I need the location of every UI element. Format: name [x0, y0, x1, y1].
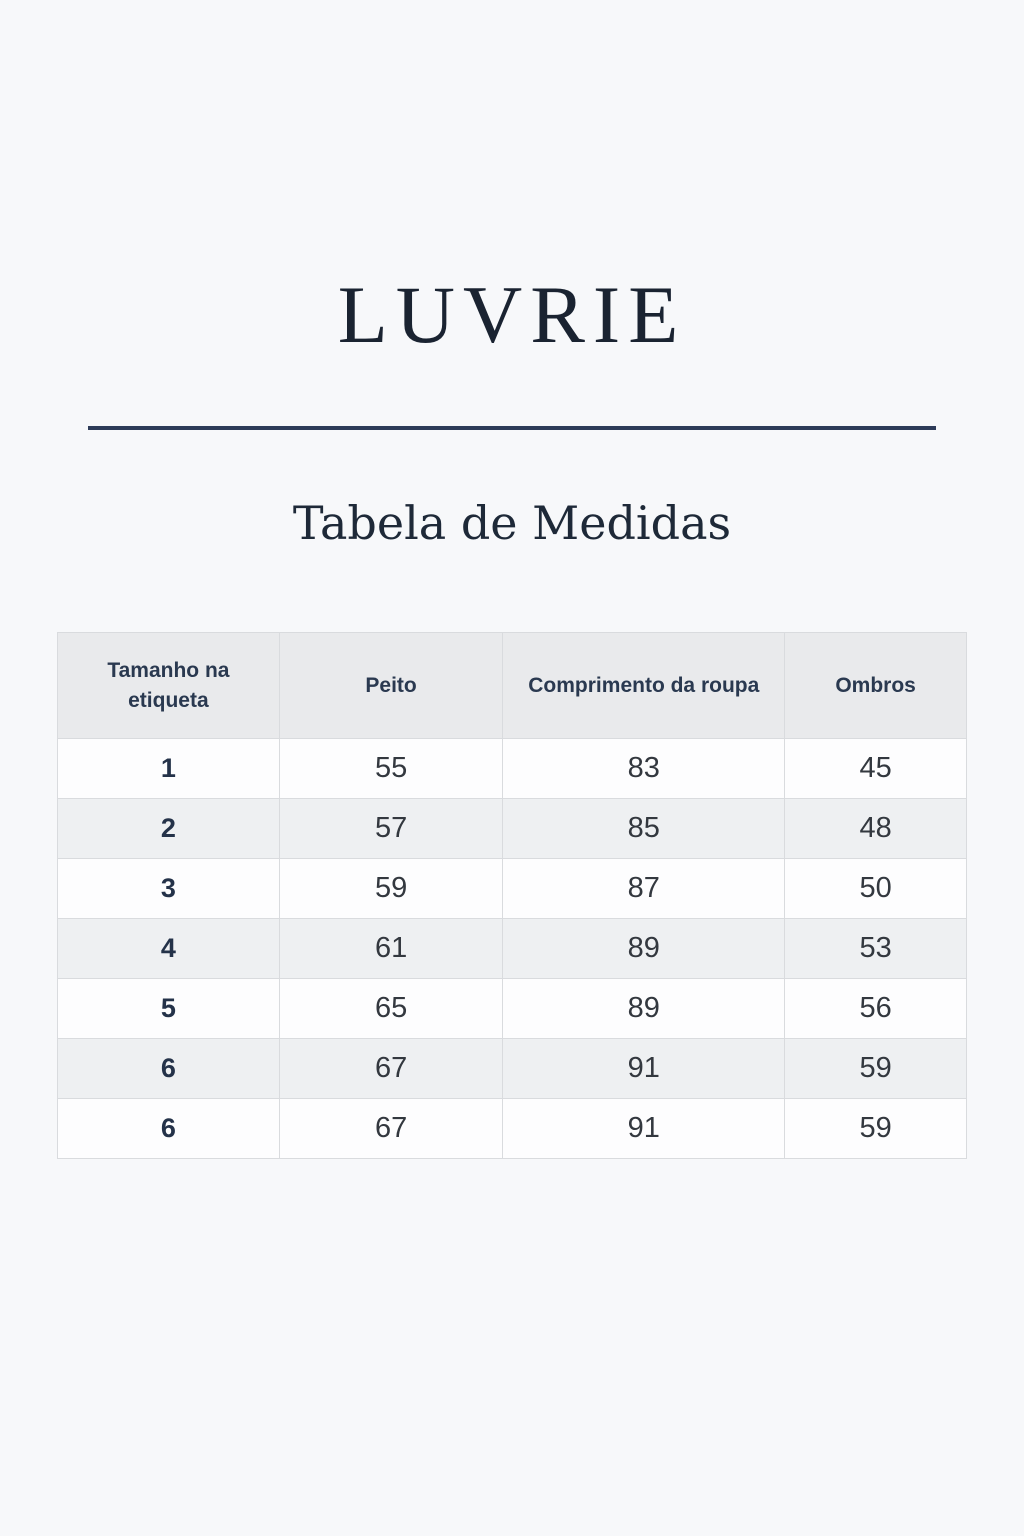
table-cell: 5 [58, 979, 280, 1039]
table-cell: 61 [279, 919, 503, 979]
table-cell: 59 [785, 1039, 967, 1099]
column-header: Ombros [785, 633, 967, 739]
table-cell: 45 [785, 739, 967, 799]
table-row [58, 799, 967, 859]
column-header: Comprimento da roupa [503, 633, 785, 739]
table-row [58, 739, 967, 799]
table-cell: 1 [58, 739, 280, 799]
table-cell: 57 [279, 799, 503, 859]
table-cell: 3 [58, 859, 280, 919]
table-cell: 91 [503, 1099, 785, 1159]
table-cell: 83 [503, 739, 785, 799]
table-row [58, 1039, 967, 1099]
table-row [58, 1099, 967, 1159]
table-cell: 91 [503, 1039, 785, 1099]
table-cell: 89 [503, 919, 785, 979]
column-header: Peito [279, 633, 503, 739]
table-cell: 67 [279, 1099, 503, 1159]
table-cell: 59 [785, 1099, 967, 1159]
table-row [58, 859, 967, 919]
table-cell: 59 [279, 859, 503, 919]
table-cell: 53 [785, 919, 967, 979]
table-cell: 87 [503, 859, 785, 919]
table-cell: 55 [279, 739, 503, 799]
size-table [57, 632, 967, 1159]
table-cell: 6 [58, 1099, 280, 1159]
table-cell: 65 [279, 979, 503, 1039]
column-header: Tamanho na etiqueta [58, 633, 280, 739]
table-cell: 67 [279, 1039, 503, 1099]
size-table-header [58, 633, 967, 739]
page-title: Tabela de Medidas [292, 496, 732, 550]
table-cell: 48 [785, 799, 967, 859]
brand-logo: LUVRIE [337, 269, 687, 360]
header-row [58, 633, 967, 739]
table-cell: 56 [785, 979, 967, 1039]
divider-line [88, 426, 936, 430]
table-cell: 50 [785, 859, 967, 919]
size-table-body [58, 739, 967, 1159]
table-cell: 6 [58, 1039, 280, 1099]
table-row [58, 919, 967, 979]
table-cell: 85 [503, 799, 785, 859]
table-cell: 2 [58, 799, 280, 859]
table-cell: 89 [503, 979, 785, 1039]
table-row [58, 979, 967, 1039]
table-cell: 4 [58, 919, 280, 979]
